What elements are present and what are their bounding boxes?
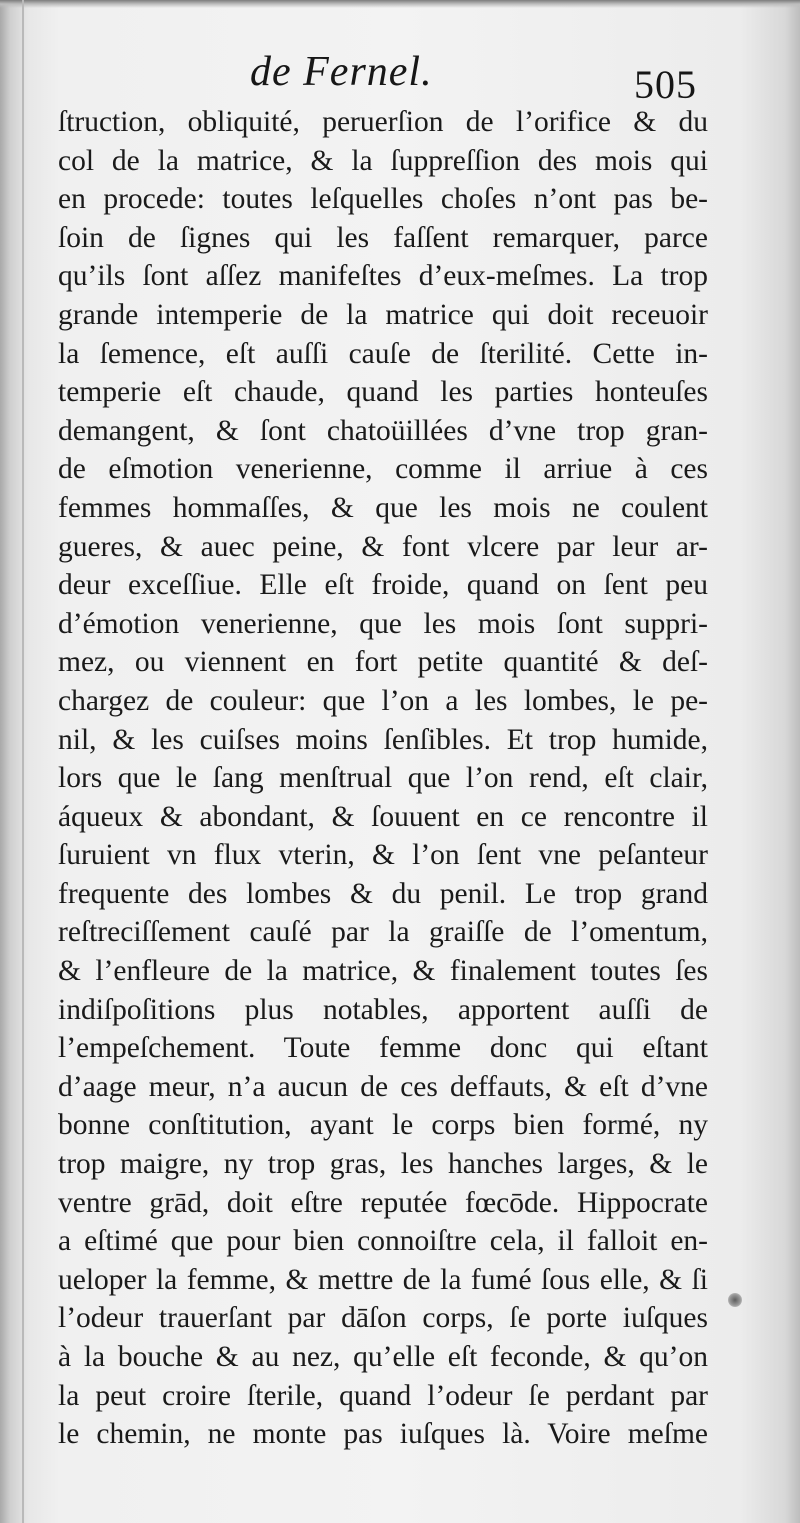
text-line: frequente des lombes & du penil. Le trop grand (58, 877, 708, 910)
text-line: la ſemence, eſt auſſi cauſe de ſterilité. Cette in- (58, 337, 708, 370)
text-line: qu’ils ſont aſſez manifeſtes d’eux-meſmes. La trop (58, 260, 708, 293)
text-line: chargez de couleur: que l’on a les lombes, le pe- (58, 684, 708, 717)
text-line: à la bouche & au nez, qu’elle eſt feconde, & qu’on (58, 1341, 708, 1373)
text-line: l’empeſchement. Toute femme donc qui eſtant (58, 1032, 708, 1065)
text-line: ſtruction, obliquité, peruerſion de l’orifice & du (58, 106, 708, 138)
book-gutter (22, 0, 24, 1523)
text-line: grande intemperie de la matrice qui doit receuoir (58, 298, 708, 331)
text-line: en procede: toutes leſquelles choſes n’ont pas be- (58, 183, 708, 216)
text-line: reſtreciſſement cauſé par la graiſſe de l’omentum, (58, 916, 708, 949)
text-line: mez, ou viennent en fort petite quantité & deſ- (58, 646, 708, 679)
running-head: de Fernel. (250, 49, 433, 95)
text-line: col de la matrice, & la ſuppreſſion des mois qui (58, 144, 708, 177)
ink-speck (728, 1293, 742, 1307)
text-line: trop maigre, ny trop gras, les hanches larges, & le (58, 1148, 708, 1181)
text-line: ſuruient vn flux vterin, & l’on ſent vne peſanteur (58, 839, 708, 872)
text-line: nil, & les cuiſses moins ſenſibles. Et trop humide, (58, 723, 708, 756)
text-line: demangent, & ſont chatoüillées d’vne trop gran- (58, 414, 708, 447)
text-line: de eſmotion venerienne, comme il arriue à ces (58, 453, 708, 486)
text-line: bonne conſtitution, ayant le corps bien formé, ny (58, 1109, 708, 1142)
body-text (58, 103, 708, 1454)
text-line: femmes hommaſſes, & que les mois ne coulent (58, 491, 708, 524)
text-line: ventre grād, doit eſtre reputée fœcōde. Hippocrate (58, 1186, 708, 1219)
text-line: temperie eſt chaude, quand les parties honteuſes (58, 376, 708, 409)
text-line: ueloper la femme, & mettre de la fumé ſous elle, & ſi (58, 1263, 708, 1296)
text-line: d’émotion venerienne, que les mois ſont suppri- (58, 607, 708, 640)
text-line: gueres, & auec peine, & font vlcere par leur ar- (58, 530, 708, 563)
text-line: indiſpoſitions plus notables, apportent auſſi de (58, 993, 708, 1026)
page-edge-shadow (0, 0, 800, 8)
text-line: áqueux & abondant, & ſouuent en ce rencontre il (58, 800, 708, 833)
text-line: le chemin, ne monte pas iuſques là. Voire meſme (58, 1418, 708, 1451)
text-line: lors que le ſang menſtrual que l’on rend, eſt clair, (58, 762, 708, 795)
page-number: 505 (634, 62, 697, 107)
text-line: l’odeur trauerſant par dāſon corps, ſe porte iuſques (58, 1302, 708, 1335)
text-line: deur exceſſiue. Elle eſt froide, quand on ſent peu (58, 569, 708, 602)
text-line: ſoin de ſignes qui les faſſent remarquer, parce (58, 221, 708, 254)
text-line: la peut croire ſterile, quand l’odeur ſe perdant par (58, 1379, 708, 1412)
text-line: a eſtimé que pour bien connoiſtre cela, il falloit en- (58, 1225, 708, 1258)
text-line: d’aage meur, n’a aucun de ces deffauts, & eſt d’vne (58, 1070, 708, 1103)
text-line: & l’enfleure de la matrice, & finalement toutes ſes (58, 955, 708, 988)
